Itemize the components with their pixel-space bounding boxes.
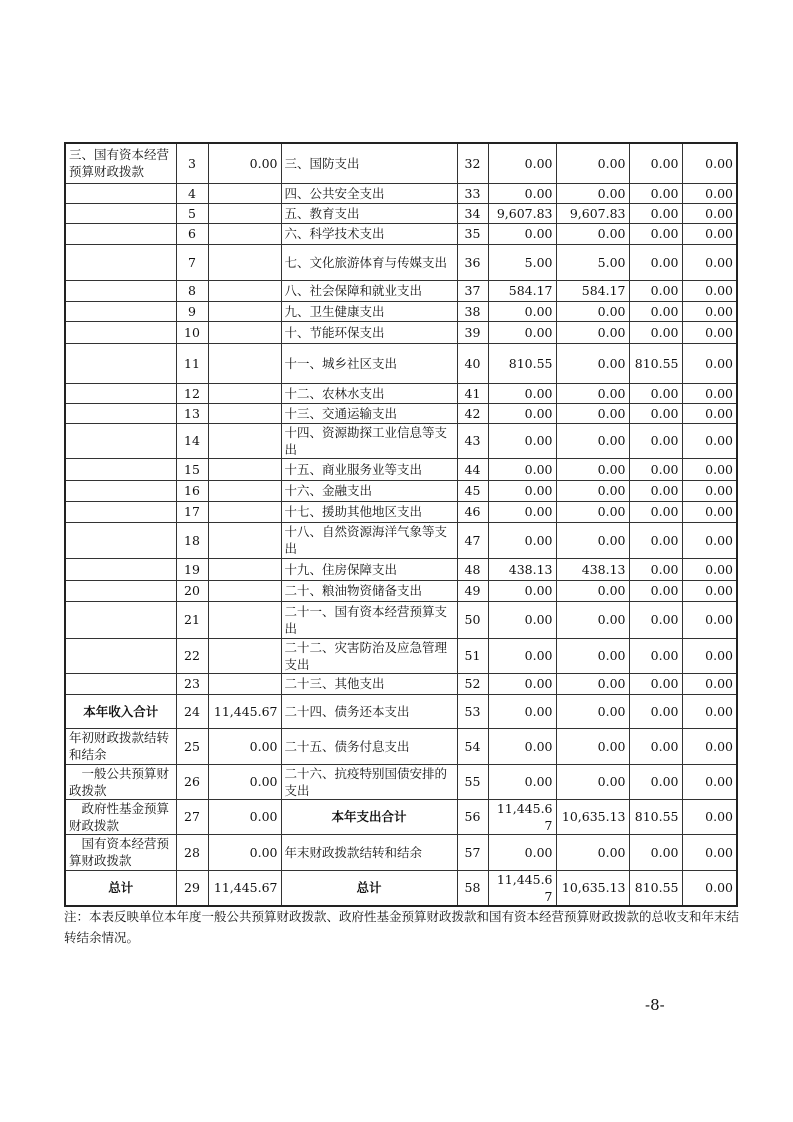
government-fund-cell: 0.00 <box>629 223 682 244</box>
income-amount-cell <box>208 383 281 403</box>
expenditure-line-number-cell: 58 <box>457 870 488 906</box>
total-cell: 0.00 <box>488 383 556 403</box>
income-item-cell <box>65 522 176 558</box>
government-fund-cell: 810.55 <box>629 799 682 834</box>
table-row <box>65 638 737 673</box>
income-line-number-cell: 19 <box>176 558 208 580</box>
expenditure-item-cell: 六、科学技术支出 <box>281 223 457 244</box>
total-cell: 0.00 <box>488 728 556 764</box>
state-capital-cell: 0.00 <box>682 223 737 244</box>
government-fund-cell: 0.00 <box>629 522 682 558</box>
income-line-number-cell: 27 <box>176 799 208 834</box>
government-fund-cell: 0.00 <box>629 638 682 673</box>
income-amount-cell <box>208 183 281 203</box>
income-amount-cell <box>208 343 281 383</box>
income-item-cell <box>65 403 176 423</box>
government-fund-cell: 0.00 <box>629 403 682 423</box>
total-cell: 11,445.67 <box>488 870 556 906</box>
income-line-number-cell: 23 <box>176 673 208 694</box>
expenditure-line-number-cell: 34 <box>457 203 488 223</box>
income-amount-cell: 0.00 <box>208 143 281 183</box>
total-cell: 0.00 <box>488 673 556 694</box>
table-row <box>65 383 737 403</box>
income-line-number-cell: 21 <box>176 601 208 638</box>
total-cell: 0.00 <box>488 423 556 458</box>
income-item-cell: 总计 <box>65 870 176 906</box>
income-amount-cell <box>208 280 281 301</box>
expenditure-item-cell: 十九、住房保障支出 <box>281 558 457 580</box>
general-budget-cell: 0.00 <box>556 522 629 558</box>
expenditure-item-cell: 五、教育支出 <box>281 203 457 223</box>
expenditure-line-number-cell: 44 <box>457 458 488 480</box>
state-capital-cell: 0.00 <box>682 558 737 580</box>
total-cell: 0.00 <box>488 601 556 638</box>
government-fund-cell: 0.00 <box>629 321 682 343</box>
table-row <box>65 244 737 280</box>
general-budget-cell: 0.00 <box>556 764 629 799</box>
table-row <box>65 694 737 728</box>
table-row <box>65 458 737 480</box>
income-amount-cell <box>208 558 281 580</box>
general-budget-cell: 0.00 <box>556 403 629 423</box>
table-row <box>65 223 737 244</box>
government-fund-cell: 0.00 <box>629 673 682 694</box>
income-line-number-cell: 25 <box>176 728 208 764</box>
government-fund-cell: 0.00 <box>629 501 682 522</box>
expenditure-item-cell: 二十一、国有资本经营预算支出 <box>281 601 457 638</box>
table-row <box>65 522 737 558</box>
general-budget-cell: 0.00 <box>556 343 629 383</box>
expenditure-item-cell: 二十五、债务付息支出 <box>281 728 457 764</box>
state-capital-cell: 0.00 <box>682 799 737 834</box>
total-cell: 0.00 <box>488 501 556 522</box>
expenditure-line-number-cell: 43 <box>457 423 488 458</box>
expenditure-item-cell: 十八、自然资源海洋气象等支出 <box>281 522 457 558</box>
income-item-cell: 政府性基金预算财政拨款 <box>65 799 176 834</box>
state-capital-cell: 0.00 <box>682 522 737 558</box>
expenditure-item-cell: 十五、商业服务业等支出 <box>281 458 457 480</box>
income-amount-cell: 0.00 <box>208 728 281 764</box>
expenditure-line-number-cell: 48 <box>457 558 488 580</box>
table-row <box>65 601 737 638</box>
state-capital-cell: 0.00 <box>682 321 737 343</box>
expenditure-line-number-cell: 56 <box>457 799 488 834</box>
state-capital-cell: 0.00 <box>682 728 737 764</box>
general-budget-cell: 0.00 <box>556 834 629 870</box>
income-item-cell <box>65 244 176 280</box>
state-capital-cell: 0.00 <box>682 383 737 403</box>
general-budget-cell: 584.17 <box>556 280 629 301</box>
expenditure-line-number-cell: 53 <box>457 694 488 728</box>
income-line-number-cell: 13 <box>176 403 208 423</box>
table-row <box>65 799 737 834</box>
income-item-cell <box>65 343 176 383</box>
income-amount-cell <box>208 403 281 423</box>
government-fund-cell: 0.00 <box>629 458 682 480</box>
government-fund-cell: 0.00 <box>629 694 682 728</box>
table-row <box>65 321 737 343</box>
general-budget-cell: 10,635.13 <box>556 870 629 906</box>
table-row <box>65 280 737 301</box>
income-amount-cell <box>208 244 281 280</box>
expenditure-item-cell: 十四、资源勘探工业信息等支出 <box>281 423 457 458</box>
government-fund-cell: 0.00 <box>629 301 682 321</box>
income-item-cell <box>65 423 176 458</box>
state-capital-cell: 0.00 <box>682 870 737 906</box>
general-budget-cell: 0.00 <box>556 580 629 601</box>
income-amount-cell: 11,445.67 <box>208 870 281 906</box>
government-fund-cell: 0.00 <box>629 280 682 301</box>
income-amount-cell: 0.00 <box>208 834 281 870</box>
expenditure-line-number-cell: 40 <box>457 343 488 383</box>
general-budget-cell: 0.00 <box>556 183 629 203</box>
general-budget-cell: 0.00 <box>556 143 629 183</box>
general-budget-cell: 9,607.83 <box>556 203 629 223</box>
income-line-number-cell: 10 <box>176 321 208 343</box>
income-line-number-cell: 20 <box>176 580 208 601</box>
state-capital-cell: 0.00 <box>682 694 737 728</box>
government-fund-cell: 0.00 <box>629 480 682 501</box>
expenditure-item-cell: 三、国防支出 <box>281 143 457 183</box>
state-capital-cell: 0.00 <box>682 143 737 183</box>
table-row <box>65 480 737 501</box>
general-budget-cell: 0.00 <box>556 383 629 403</box>
total-cell: 0.00 <box>488 764 556 799</box>
government-fund-cell: 0.00 <box>629 183 682 203</box>
general-budget-cell: 0.00 <box>556 423 629 458</box>
state-capital-cell: 0.00 <box>682 301 737 321</box>
table-row <box>65 423 737 458</box>
expenditure-item-cell: 总计 <box>281 870 457 906</box>
expenditure-line-number-cell: 39 <box>457 321 488 343</box>
government-fund-cell: 0.00 <box>629 558 682 580</box>
income-item-cell <box>65 673 176 694</box>
total-cell: 0.00 <box>488 638 556 673</box>
state-capital-cell: 0.00 <box>682 203 737 223</box>
income-item-cell <box>65 321 176 343</box>
government-fund-cell: 0.00 <box>629 203 682 223</box>
income-line-number-cell: 24 <box>176 694 208 728</box>
income-line-number-cell: 28 <box>176 834 208 870</box>
state-capital-cell: 0.00 <box>682 638 737 673</box>
income-amount-cell <box>208 423 281 458</box>
state-capital-cell: 0.00 <box>682 580 737 601</box>
table-row <box>65 301 737 321</box>
government-fund-cell: 810.55 <box>629 343 682 383</box>
income-line-number-cell: 29 <box>176 870 208 906</box>
total-cell: 0.00 <box>488 694 556 728</box>
government-fund-cell: 0.00 <box>629 764 682 799</box>
expenditure-item-cell: 二十二、灾害防治及应急管理支出 <box>281 638 457 673</box>
income-item-cell <box>65 501 176 522</box>
income-item-cell <box>65 280 176 301</box>
income-item-cell: 本年收入合计 <box>65 694 176 728</box>
total-cell: 584.17 <box>488 280 556 301</box>
expenditure-item-cell: 二十四、债务还本支出 <box>281 694 457 728</box>
government-fund-cell: 0.00 <box>629 143 682 183</box>
page-number: -8- <box>645 996 665 1014</box>
income-amount-cell <box>208 580 281 601</box>
expenditure-line-number-cell: 32 <box>457 143 488 183</box>
income-amount-cell: 0.00 <box>208 799 281 834</box>
expenditure-line-number-cell: 54 <box>457 728 488 764</box>
expenditure-line-number-cell: 33 <box>457 183 488 203</box>
income-item-cell <box>65 558 176 580</box>
state-capital-cell: 0.00 <box>682 458 737 480</box>
expenditure-line-number-cell: 37 <box>457 280 488 301</box>
expenditure-item-cell: 四、公共安全支出 <box>281 183 457 203</box>
expenditure-line-number-cell: 47 <box>457 522 488 558</box>
income-item-cell <box>65 203 176 223</box>
income-line-number-cell: 5 <box>176 203 208 223</box>
expenditure-line-number-cell: 41 <box>457 383 488 403</box>
income-line-number-cell: 8 <box>176 280 208 301</box>
income-item-cell <box>65 638 176 673</box>
total-cell: 0.00 <box>488 403 556 423</box>
table-row <box>65 501 737 522</box>
income-line-number-cell: 18 <box>176 522 208 558</box>
table-row <box>65 183 737 203</box>
expenditure-item-cell: 八、社会保障和就业支出 <box>281 280 457 301</box>
general-budget-cell: 0.00 <box>556 638 629 673</box>
state-capital-cell: 0.00 <box>682 501 737 522</box>
expenditure-line-number-cell: 42 <box>457 403 488 423</box>
state-capital-cell: 0.00 <box>682 280 737 301</box>
table-row <box>65 764 737 799</box>
expenditure-item-cell: 二十六、抗疫特别国债安排的支出 <box>281 764 457 799</box>
total-cell: 11,445.67 <box>488 799 556 834</box>
income-amount-cell: 0.00 <box>208 764 281 799</box>
state-capital-cell: 0.00 <box>682 480 737 501</box>
state-capital-cell: 0.00 <box>682 601 737 638</box>
income-line-number-cell: 22 <box>176 638 208 673</box>
income-item-cell <box>65 301 176 321</box>
income-amount-cell: 11,445.67 <box>208 694 281 728</box>
total-cell: 0.00 <box>488 321 556 343</box>
table-row <box>65 143 737 183</box>
expenditure-item-cell: 十七、援助其他地区支出 <box>281 501 457 522</box>
general-budget-cell: 0.00 <box>556 694 629 728</box>
total-cell: 5.00 <box>488 244 556 280</box>
income-item-cell <box>65 480 176 501</box>
general-budget-cell: 0.00 <box>556 321 629 343</box>
general-budget-cell: 0.00 <box>556 458 629 480</box>
expenditure-item-cell: 年末财政拨款结转和结余 <box>281 834 457 870</box>
expenditure-item-cell: 二十、粮油物资储备支出 <box>281 580 457 601</box>
income-line-number-cell: 4 <box>176 183 208 203</box>
expenditure-item-cell: 本年支出合计 <box>281 799 457 834</box>
expenditure-item-cell: 十六、金融支出 <box>281 480 457 501</box>
state-capital-cell: 0.00 <box>682 244 737 280</box>
table-row <box>65 558 737 580</box>
expenditure-line-number-cell: 35 <box>457 223 488 244</box>
income-line-number-cell: 12 <box>176 383 208 403</box>
expenditure-line-number-cell: 49 <box>457 580 488 601</box>
expenditure-line-number-cell: 46 <box>457 501 488 522</box>
income-line-number-cell: 7 <box>176 244 208 280</box>
general-budget-cell: 438.13 <box>556 558 629 580</box>
state-capital-cell: 0.00 <box>682 423 737 458</box>
government-fund-cell: 0.00 <box>629 834 682 870</box>
total-cell: 9,607.83 <box>488 203 556 223</box>
table-row <box>65 728 737 764</box>
expenditure-item-cell: 十三、交通运输支出 <box>281 403 457 423</box>
expenditure-line-number-cell: 57 <box>457 834 488 870</box>
general-budget-cell: 10,635.13 <box>556 799 629 834</box>
income-line-number-cell: 11 <box>176 343 208 383</box>
expenditure-line-number-cell: 36 <box>457 244 488 280</box>
expenditure-line-number-cell: 51 <box>457 638 488 673</box>
income-item-cell: 一般公共预算财政拨款 <box>65 764 176 799</box>
income-amount-cell <box>208 601 281 638</box>
income-amount-cell <box>208 638 281 673</box>
income-item-cell <box>65 223 176 244</box>
table-row <box>65 673 737 694</box>
table-row <box>65 834 737 870</box>
income-line-number-cell: 26 <box>176 764 208 799</box>
total-cell: 0.00 <box>488 580 556 601</box>
expenditure-line-number-cell: 55 <box>457 764 488 799</box>
government-fund-cell: 0.00 <box>629 244 682 280</box>
government-fund-cell: 0.00 <box>629 580 682 601</box>
expenditure-line-number-cell: 52 <box>457 673 488 694</box>
income-item-cell <box>65 183 176 203</box>
table-row <box>65 403 737 423</box>
state-capital-cell: 0.00 <box>682 673 737 694</box>
state-capital-cell: 0.00 <box>682 183 737 203</box>
general-budget-cell: 0.00 <box>556 601 629 638</box>
income-line-number-cell: 17 <box>176 501 208 522</box>
income-line-number-cell: 15 <box>176 458 208 480</box>
general-budget-cell: 0.00 <box>556 501 629 522</box>
table-note: 注：本表反映单位本年度一般公共预算财政拨款、政府性基金预算财政拨款和国有资本经营预算财政拨款的总收支和年末结转结余情况。 <box>64 909 740 945</box>
government-fund-cell: 0.00 <box>629 383 682 403</box>
expenditure-line-number-cell: 50 <box>457 601 488 638</box>
fiscal-appropriation-table <box>64 142 738 907</box>
income-item-cell <box>65 580 176 601</box>
table-row <box>65 580 737 601</box>
expenditure-line-number-cell: 45 <box>457 480 488 501</box>
income-item-cell <box>65 601 176 638</box>
expenditure-line-number-cell: 38 <box>457 301 488 321</box>
income-amount-cell <box>208 673 281 694</box>
total-cell: 0.00 <box>488 834 556 870</box>
income-item-cell <box>65 383 176 403</box>
total-cell: 0.00 <box>488 458 556 480</box>
income-item-cell: 三、国有资本经营预算财政拨款 <box>65 143 176 183</box>
total-cell: 810.55 <box>488 343 556 383</box>
income-item-cell: 年初财政拨款结转和结余 <box>65 728 176 764</box>
government-fund-cell: 810.55 <box>629 870 682 906</box>
state-capital-cell: 0.00 <box>682 834 737 870</box>
income-amount-cell <box>208 223 281 244</box>
expenditure-item-cell: 七、文化旅游体育与传媒支出 <box>281 244 457 280</box>
total-cell: 0.00 <box>488 183 556 203</box>
general-budget-cell: 0.00 <box>556 223 629 244</box>
general-budget-cell: 0.00 <box>556 673 629 694</box>
total-cell: 438.13 <box>488 558 556 580</box>
expenditure-item-cell: 十二、农林水支出 <box>281 383 457 403</box>
income-amount-cell <box>208 301 281 321</box>
income-amount-cell <box>208 203 281 223</box>
income-line-number-cell: 9 <box>176 301 208 321</box>
government-fund-cell: 0.00 <box>629 728 682 764</box>
total-cell: 0.00 <box>488 480 556 501</box>
state-capital-cell: 0.00 <box>682 403 737 423</box>
income-line-number-cell: 16 <box>176 480 208 501</box>
income-item-cell <box>65 458 176 480</box>
total-cell: 0.00 <box>488 301 556 321</box>
government-fund-cell: 0.00 <box>629 423 682 458</box>
general-budget-cell: 0.00 <box>556 480 629 501</box>
income-amount-cell <box>208 321 281 343</box>
government-fund-cell: 0.00 <box>629 601 682 638</box>
expenditure-item-cell: 十一、城乡社区支出 <box>281 343 457 383</box>
table-row <box>65 870 737 906</box>
income-line-number-cell: 14 <box>176 423 208 458</box>
income-amount-cell <box>208 522 281 558</box>
expenditure-item-cell: 九、卫生健康支出 <box>281 301 457 321</box>
table-row <box>65 203 737 223</box>
general-budget-cell: 0.00 <box>556 301 629 321</box>
state-capital-cell: 0.00 <box>682 343 737 383</box>
total-cell: 0.00 <box>488 522 556 558</box>
income-amount-cell <box>208 458 281 480</box>
expenditure-item-cell: 十、节能环保支出 <box>281 321 457 343</box>
income-line-number-cell: 3 <box>176 143 208 183</box>
total-cell: 0.00 <box>488 143 556 183</box>
total-cell: 0.00 <box>488 223 556 244</box>
income-amount-cell <box>208 480 281 501</box>
general-budget-cell: 5.00 <box>556 244 629 280</box>
table-row <box>65 343 737 383</box>
general-budget-cell: 0.00 <box>556 728 629 764</box>
income-item-cell: 国有资本经营预算财政拨款 <box>65 834 176 870</box>
expenditure-item-cell: 二十三、其他支出 <box>281 673 457 694</box>
income-amount-cell <box>208 501 281 522</box>
income-line-number-cell: 6 <box>176 223 208 244</box>
state-capital-cell: 0.00 <box>682 764 737 799</box>
